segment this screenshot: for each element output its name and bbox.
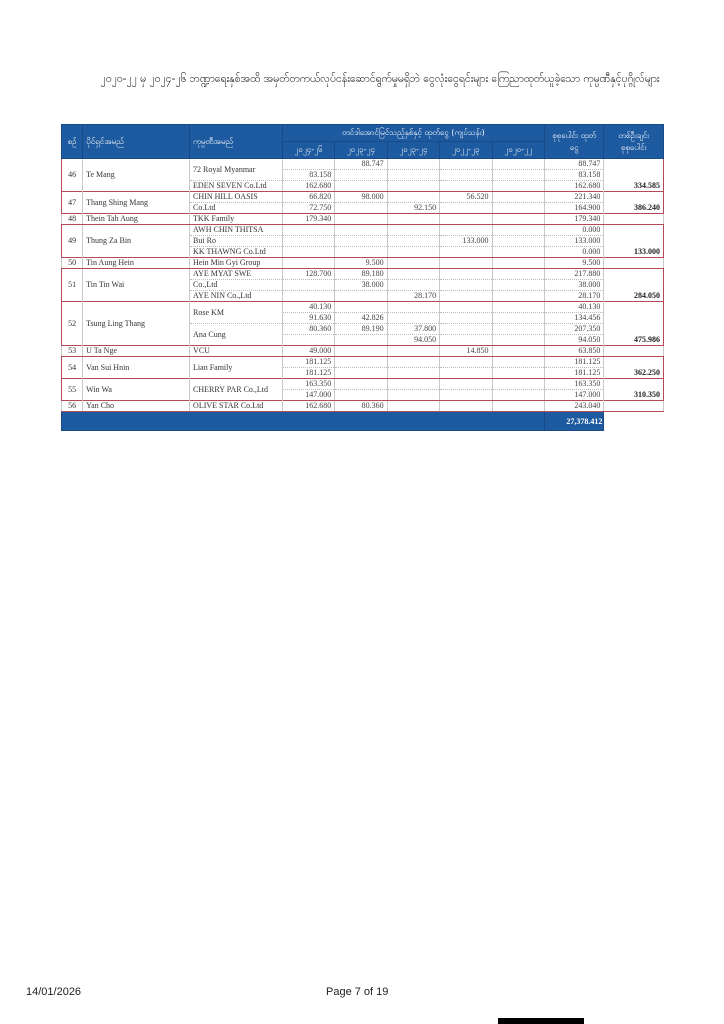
year-amount bbox=[335, 181, 387, 192]
row-number: 48 bbox=[62, 214, 83, 225]
year-amount bbox=[440, 401, 492, 412]
year-amount bbox=[440, 159, 492, 170]
year-amount bbox=[387, 214, 439, 225]
row-total: 162.680 bbox=[544, 181, 603, 192]
funds-table bbox=[61, 124, 664, 431]
year-amount: 56.520 bbox=[440, 192, 492, 203]
year-amount: 28.170 bbox=[387, 291, 439, 302]
person-total: 362.250 bbox=[604, 357, 664, 379]
row-number: 54 bbox=[62, 357, 83, 379]
header-year: ၂၀၂၃-၂၄ bbox=[387, 142, 439, 159]
year-amount bbox=[440, 357, 492, 368]
year-amount bbox=[492, 390, 544, 401]
year-amount bbox=[440, 379, 492, 390]
year-amount: 163.350 bbox=[282, 379, 334, 390]
year-amount: 66.820 bbox=[282, 192, 334, 203]
company-name: Rose KM bbox=[190, 302, 283, 324]
year-amount: 181.125 bbox=[282, 368, 334, 379]
year-amount bbox=[335, 225, 387, 236]
row-total: 38.000 bbox=[544, 280, 603, 291]
table-row bbox=[62, 214, 664, 225]
year-amount bbox=[335, 335, 387, 346]
person-total: 284.050 bbox=[604, 269, 664, 302]
year-amount: 128.700 bbox=[282, 269, 334, 280]
row-total: 0.000 bbox=[544, 247, 603, 258]
company-name: Lian Family bbox=[190, 357, 283, 379]
year-amount bbox=[440, 203, 492, 214]
year-amount bbox=[492, 214, 544, 225]
footer-page-number: Page 7 of 19 bbox=[326, 986, 389, 998]
row-number: 49 bbox=[62, 225, 83, 258]
table-row bbox=[62, 192, 664, 203]
header-year: ၂၀၂၂-၂၃ bbox=[440, 142, 492, 159]
year-amount bbox=[387, 302, 439, 313]
row-total: 221.340 bbox=[544, 192, 603, 203]
person-total bbox=[604, 258, 664, 269]
year-amount bbox=[387, 192, 439, 203]
year-amount bbox=[282, 258, 334, 269]
year-amount bbox=[492, 192, 544, 203]
year-amount: 49.000 bbox=[282, 346, 334, 357]
owner-name: Thein Tah Aung bbox=[83, 214, 190, 225]
year-amount bbox=[492, 181, 544, 192]
footer-date: 14/01/2026 bbox=[26, 986, 82, 998]
year-amount bbox=[440, 247, 492, 258]
row-total: 9.500 bbox=[544, 258, 603, 269]
row-total: 243.040 bbox=[544, 401, 603, 412]
row-total: 207.350 bbox=[544, 324, 603, 335]
year-amount bbox=[335, 291, 387, 302]
owner-name: Tin Aung Hein bbox=[83, 258, 190, 269]
table-row bbox=[62, 401, 664, 412]
year-amount bbox=[492, 379, 544, 390]
year-amount bbox=[440, 225, 492, 236]
table-row bbox=[62, 357, 664, 368]
year-amount bbox=[492, 269, 544, 280]
owner-name: Te Mang bbox=[83, 159, 190, 192]
year-amount bbox=[492, 225, 544, 236]
year-amount bbox=[492, 357, 544, 368]
row-total: 63.850 bbox=[544, 346, 603, 357]
year-amount bbox=[387, 247, 439, 258]
year-amount bbox=[440, 324, 492, 335]
year-amount: 88.747 bbox=[335, 159, 387, 170]
company-name: EDEN SEVEN Co.Ltd bbox=[190, 181, 283, 192]
year-amount bbox=[387, 401, 439, 412]
year-amount bbox=[440, 170, 492, 181]
company-name: Hein Min Gyi Group bbox=[190, 258, 283, 269]
person-total: 386.240 bbox=[604, 192, 664, 214]
year-amount bbox=[387, 170, 439, 181]
company-name: 72 Royal Myanmar bbox=[190, 159, 283, 181]
company-name: KK THAWNG Co.Ltd bbox=[190, 247, 283, 258]
header-person-total: တစ်ဦးချင်း စုစုပေါင်း bbox=[604, 125, 664, 159]
year-amount bbox=[335, 357, 387, 368]
year-amount bbox=[282, 280, 334, 291]
person-total: 334.585 bbox=[604, 159, 664, 192]
year-amount bbox=[387, 159, 439, 170]
year-amount bbox=[440, 214, 492, 225]
row-number: 52 bbox=[62, 302, 83, 346]
year-amount bbox=[282, 247, 334, 258]
year-amount: 147.000 bbox=[282, 390, 334, 401]
row-total: 181.125 bbox=[544, 357, 603, 368]
year-amount bbox=[492, 346, 544, 357]
row-total: 88.747 bbox=[544, 159, 603, 170]
year-amount bbox=[387, 390, 439, 401]
year-amount: 14.850 bbox=[440, 346, 492, 357]
year-amount: 83.158 bbox=[282, 170, 334, 181]
owner-name: Win Wa bbox=[83, 379, 190, 401]
row-total: 83.158 bbox=[544, 170, 603, 181]
year-amount: 9.500 bbox=[335, 258, 387, 269]
year-amount: 98.000 bbox=[335, 192, 387, 203]
row-total: 94.050 bbox=[544, 335, 603, 346]
grand-total-row bbox=[62, 412, 664, 431]
row-number: 50 bbox=[62, 258, 83, 269]
row-total: 217.880 bbox=[544, 269, 603, 280]
year-amount bbox=[387, 258, 439, 269]
grand-total-blank bbox=[604, 412, 664, 431]
year-amount bbox=[492, 335, 544, 346]
year-amount bbox=[282, 159, 334, 170]
year-amount: 38.000 bbox=[335, 280, 387, 291]
year-amount bbox=[282, 236, 334, 247]
year-amount bbox=[387, 280, 439, 291]
header-owner: ပိုင်ရှင်အမည် bbox=[83, 125, 190, 159]
redaction-bar bbox=[498, 1018, 584, 1024]
person-total bbox=[604, 346, 664, 357]
year-amount bbox=[492, 302, 544, 313]
year-amount bbox=[492, 159, 544, 170]
year-amount bbox=[282, 335, 334, 346]
row-total: 134.456 bbox=[544, 313, 603, 324]
year-amount bbox=[335, 390, 387, 401]
year-amount: 181.125 bbox=[282, 357, 334, 368]
header-no: စဉ် bbox=[62, 125, 83, 159]
person-total: 310.350 bbox=[604, 379, 664, 401]
header-period-group: တင်ဒါအောင်မြင်သည့်နှစ်နှင့် ထုတ်ငွေ (ကျပ်သန်း) bbox=[282, 125, 544, 142]
year-amount bbox=[335, 170, 387, 181]
table-row bbox=[62, 302, 664, 313]
row-number: 46 bbox=[62, 159, 83, 192]
table-row bbox=[62, 346, 664, 357]
year-amount: 162.680 bbox=[282, 401, 334, 412]
header-year: ၂၀၂၀-၂၂ bbox=[492, 142, 544, 159]
year-amount bbox=[492, 236, 544, 247]
year-amount bbox=[335, 214, 387, 225]
row-number: 51 bbox=[62, 269, 83, 302]
year-amount bbox=[492, 291, 544, 302]
year-amount bbox=[387, 379, 439, 390]
year-amount bbox=[387, 269, 439, 280]
year-amount bbox=[492, 313, 544, 324]
row-total: 181.125 bbox=[544, 368, 603, 379]
year-amount bbox=[335, 236, 387, 247]
year-amount bbox=[492, 258, 544, 269]
year-amount bbox=[492, 203, 544, 214]
person-total bbox=[604, 401, 664, 412]
person-total: 475.986 bbox=[604, 302, 664, 346]
table-row bbox=[62, 258, 664, 269]
company-name: Ana Cung bbox=[190, 324, 283, 346]
company-name: AYE NIN Co.,Ltd bbox=[190, 291, 283, 302]
person-total bbox=[604, 214, 664, 225]
table-row bbox=[62, 379, 664, 390]
year-amount: 80.360 bbox=[335, 401, 387, 412]
row-total: 0.000 bbox=[544, 225, 603, 236]
year-amount bbox=[492, 247, 544, 258]
year-amount: 91.630 bbox=[282, 313, 334, 324]
company-name: CHERRY PAR Co.,Ltd bbox=[190, 379, 283, 401]
grand-total-value: 27,378.412 bbox=[544, 412, 603, 431]
company-name: Co.Ltd bbox=[190, 203, 283, 214]
year-amount bbox=[492, 280, 544, 291]
person-total: 133.000 bbox=[604, 225, 664, 258]
year-amount bbox=[492, 401, 544, 412]
year-amount: 179.340 bbox=[282, 214, 334, 225]
company-name: AYE MYAT SWE bbox=[190, 269, 283, 280]
year-amount bbox=[440, 313, 492, 324]
row-number: 53 bbox=[62, 346, 83, 357]
year-amount bbox=[335, 302, 387, 313]
year-amount bbox=[440, 390, 492, 401]
row-number: 47 bbox=[62, 192, 83, 214]
year-amount bbox=[335, 247, 387, 258]
company-name: VCU bbox=[190, 346, 283, 357]
year-amount bbox=[335, 203, 387, 214]
row-total: 40.130 bbox=[544, 302, 603, 313]
year-amount: 80.360 bbox=[282, 324, 334, 335]
year-amount bbox=[492, 368, 544, 379]
year-amount bbox=[282, 291, 334, 302]
company-name: TKK Family bbox=[190, 214, 283, 225]
header-year: ၂၀၂၄-၂၆ bbox=[282, 142, 334, 159]
year-amount bbox=[387, 181, 439, 192]
year-amount: 42.826 bbox=[335, 313, 387, 324]
year-amount: 162.680 bbox=[282, 181, 334, 192]
year-amount bbox=[335, 379, 387, 390]
company-name: CHIN HILL OASIS bbox=[190, 192, 283, 203]
owner-name: Tin Tin Wai bbox=[83, 269, 190, 302]
year-amount bbox=[387, 225, 439, 236]
table-row bbox=[62, 269, 664, 280]
row-total: 133.000 bbox=[544, 236, 603, 247]
year-amount bbox=[387, 357, 439, 368]
header-total: စုစုပေါင်း ထုတ်ငွေ bbox=[544, 125, 603, 159]
row-total: 147.000 bbox=[544, 390, 603, 401]
company-name: AWH CHIN THITSA bbox=[190, 225, 283, 236]
year-amount: 37.800 bbox=[387, 324, 439, 335]
year-amount: 133.000 bbox=[440, 236, 492, 247]
grand-total-spacer bbox=[62, 412, 545, 431]
table-row bbox=[62, 159, 664, 170]
year-amount: 94.050 bbox=[387, 335, 439, 346]
year-amount: 89.180 bbox=[335, 269, 387, 280]
year-amount bbox=[440, 335, 492, 346]
row-total: 164.900 bbox=[544, 203, 603, 214]
year-amount bbox=[282, 225, 334, 236]
year-amount bbox=[440, 269, 492, 280]
company-name: OLIVE STAR Co.Ltd bbox=[190, 401, 283, 412]
table-row bbox=[62, 225, 664, 236]
table-body bbox=[62, 159, 664, 412]
company-name: Bui Ro bbox=[190, 236, 283, 247]
row-total: 28.170 bbox=[544, 291, 603, 302]
year-amount bbox=[440, 181, 492, 192]
row-number: 56 bbox=[62, 401, 83, 412]
year-amount bbox=[387, 346, 439, 357]
year-amount bbox=[387, 313, 439, 324]
row-total: 179.340 bbox=[544, 214, 603, 225]
header-company: ကုမ္ပဏီအမည် bbox=[190, 125, 283, 159]
year-amount bbox=[387, 236, 439, 247]
year-amount bbox=[335, 368, 387, 379]
owner-name: Thung Za Bin bbox=[83, 225, 190, 258]
year-amount bbox=[335, 346, 387, 357]
year-amount bbox=[440, 258, 492, 269]
company-name: Co.,Ltd bbox=[190, 280, 283, 291]
year-amount bbox=[387, 368, 439, 379]
year-amount bbox=[440, 291, 492, 302]
document-title: ၂၀၂၀-၂၂ မှ ၂၀၂၄-၂၆ ဘဏ္ဍာရေးနှစ်အထိ အမှတ်တကယ်လုပ်ငန်းဆောင်ရွက်မှုမရှိဘဲ ငွေလုံးငွေရင်းများ ကြေညာထုတ်ယူခဲ့သော ကုမ္ပဏီနှင့်ပုဂ္ဂိုလ်များ bbox=[100, 73, 660, 85]
owner-name: Van Sui Hnin bbox=[83, 357, 190, 379]
year-amount bbox=[492, 170, 544, 181]
year-amount bbox=[492, 324, 544, 335]
year-amount: 92.150 bbox=[387, 203, 439, 214]
year-amount: 89.190 bbox=[335, 324, 387, 335]
header-year: ၂၀၂၃-၂၄ bbox=[335, 142, 387, 159]
year-amount: 72.750 bbox=[282, 203, 334, 214]
row-number: 55 bbox=[62, 379, 83, 401]
owner-name: U Ta Nge bbox=[83, 346, 190, 357]
owner-name: Yan Cho bbox=[83, 401, 190, 412]
owner-name: Thang Shing Mang bbox=[83, 192, 190, 214]
year-amount bbox=[440, 280, 492, 291]
year-amount bbox=[440, 368, 492, 379]
owner-name: Tsung Ling Thang bbox=[83, 302, 190, 346]
year-amount bbox=[440, 302, 492, 313]
row-total: 163.350 bbox=[544, 379, 603, 390]
year-amount: 40.130 bbox=[282, 302, 334, 313]
